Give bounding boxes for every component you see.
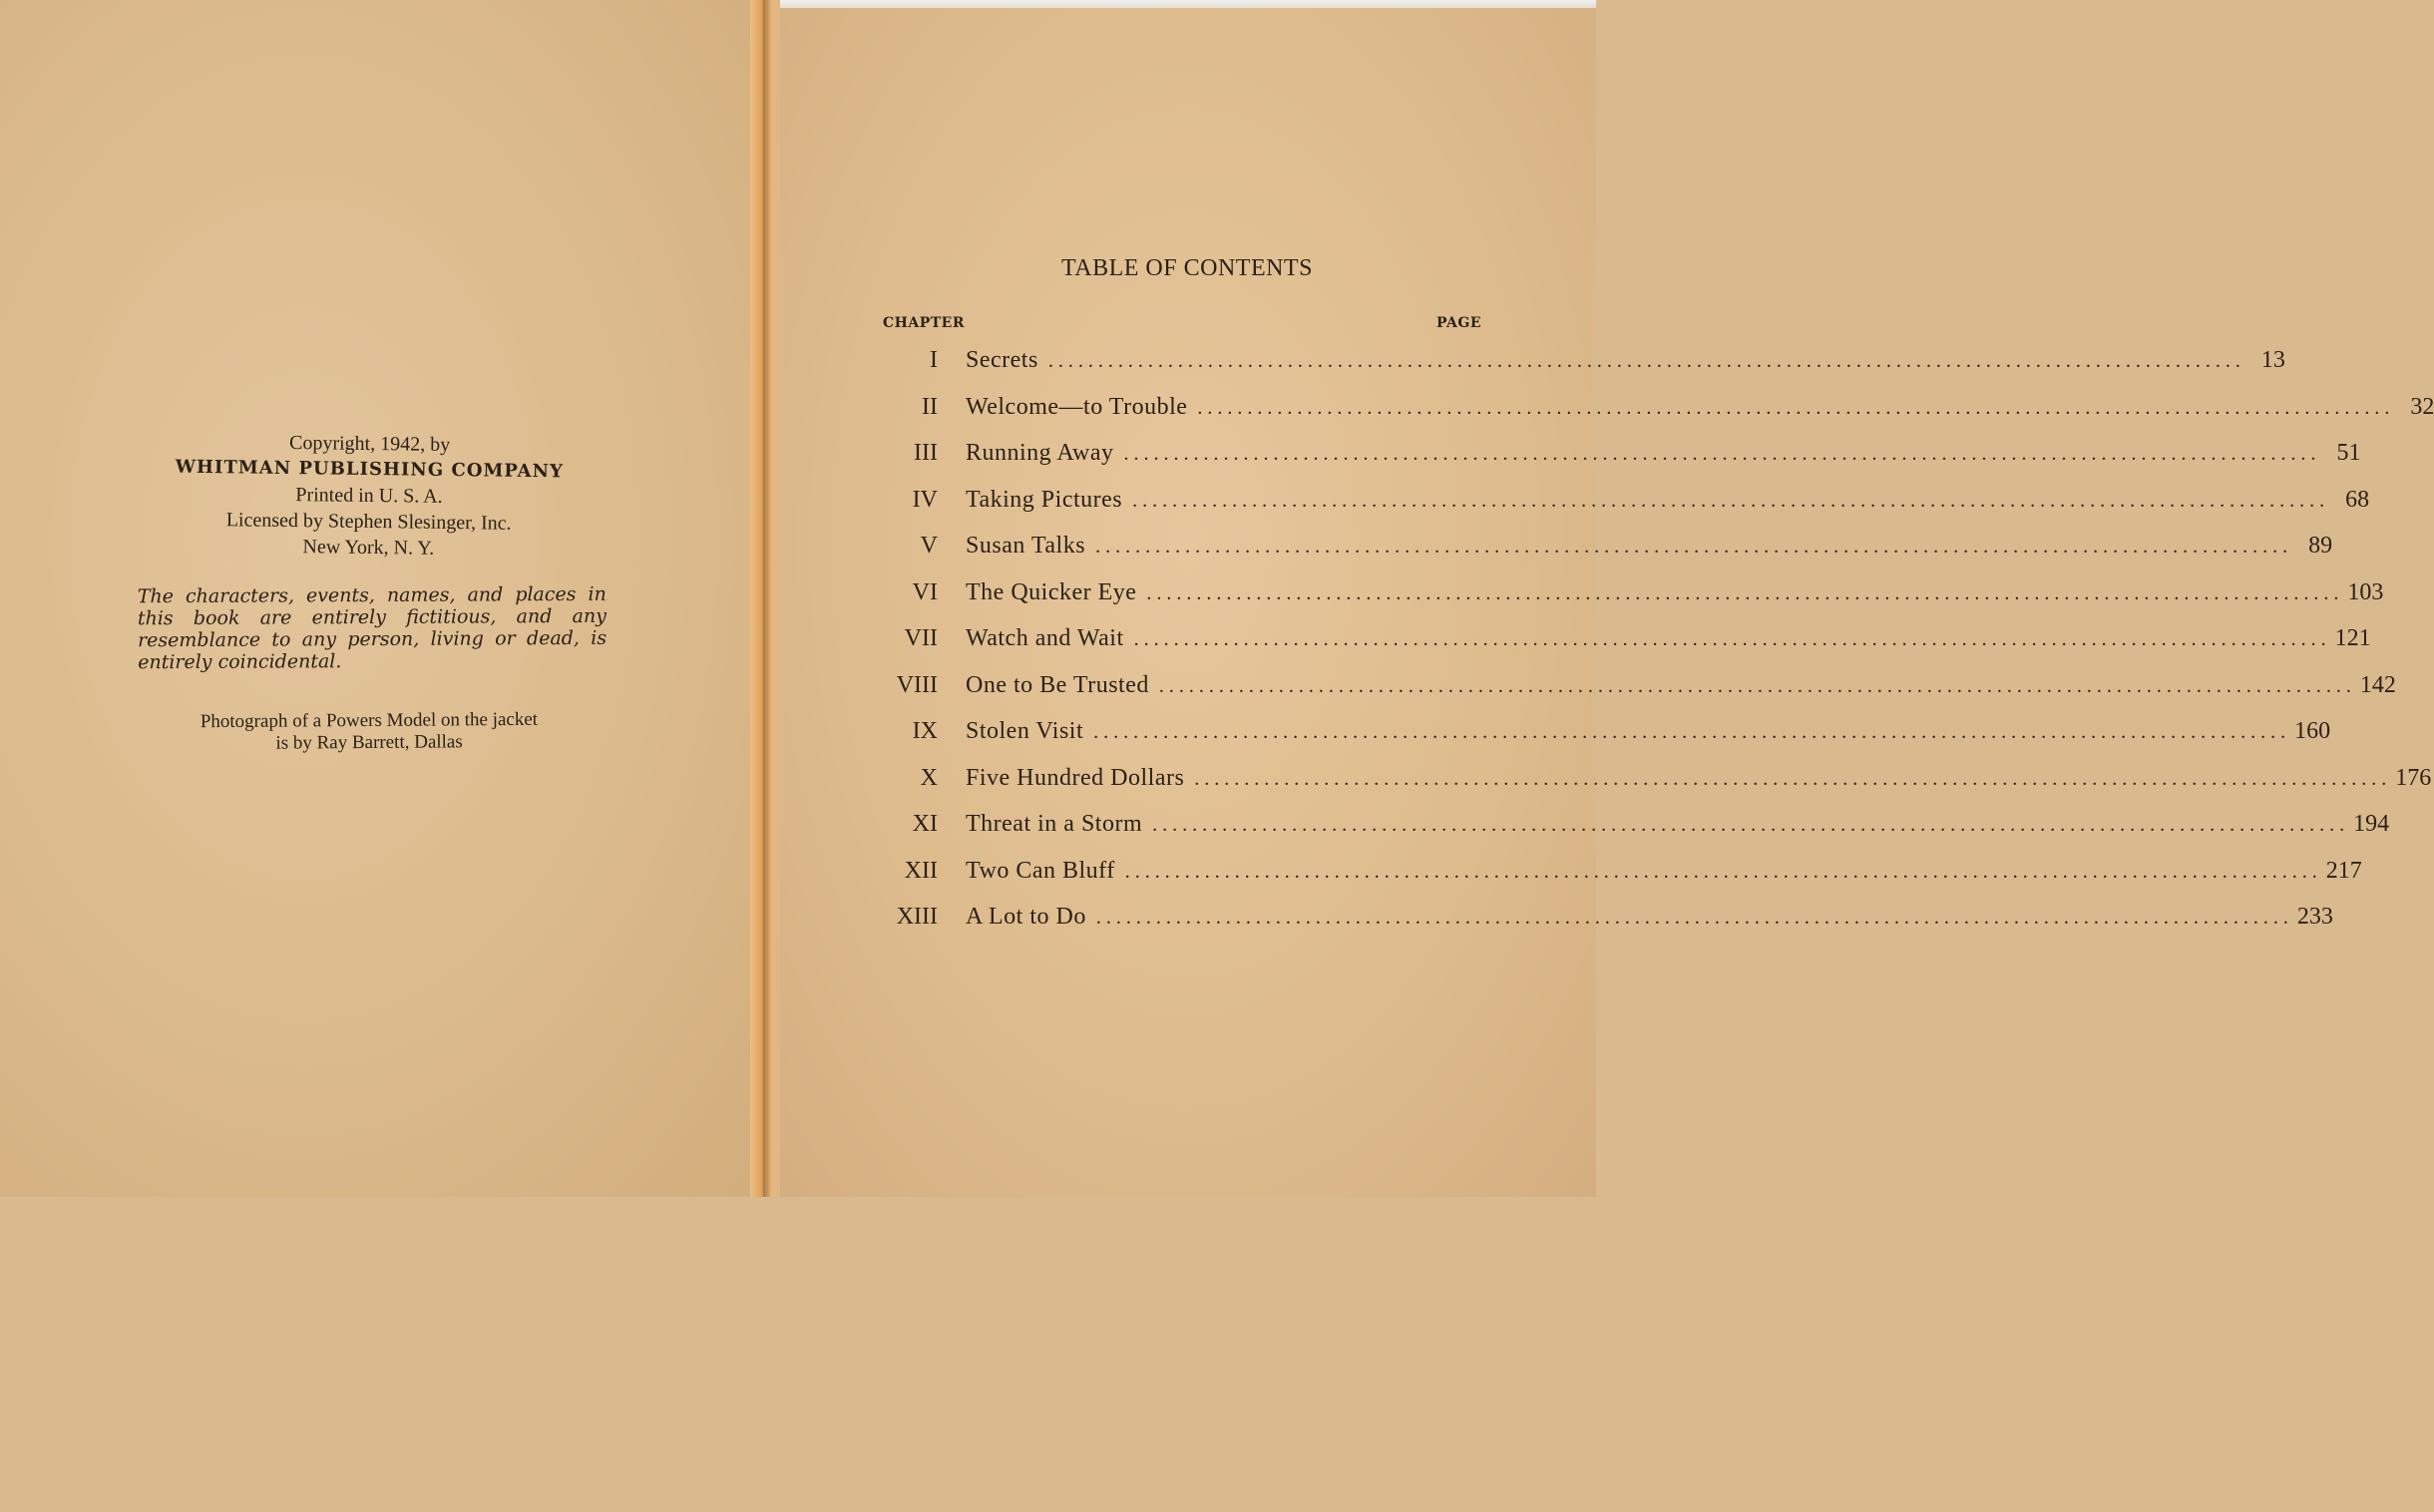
photo-credit-line: is by Ray Barrett, Dallas <box>275 731 463 754</box>
chapter-title: Welcome—to Trouble <box>966 393 1188 420</box>
fiction-disclaimer: The characters, events, names, and places in this book are entirely fictitious, and any resemblance to any person, living or dead, is entirely coincidental. <box>137 582 608 674</box>
chapter-number: III <box>914 440 938 466</box>
toc-entry <box>878 440 2361 472</box>
dot-leader: ........................................................................................................................ <box>1095 536 2293 558</box>
toc-entry <box>878 904 2333 936</box>
dot-leader: ........................................................................................................................ <box>1047 350 2245 372</box>
page-number: 13 <box>2260 347 2285 373</box>
chapter-title: Threat in a Storm <box>966 811 1143 837</box>
chapter-title: Stolen Visit <box>966 718 1084 744</box>
chapter-title: The Quicker Eye <box>966 578 1137 605</box>
chapter-number: XII <box>904 857 938 884</box>
page-number: 194 <box>2353 811 2390 837</box>
chapter-number: IX <box>912 718 938 744</box>
dot-leader: ........................................................................................................................ <box>1146 581 2344 604</box>
toc-entry <box>878 625 2371 657</box>
page-number: 217 <box>2325 857 2362 884</box>
printed-line: Printed in U. S. A. <box>295 484 443 508</box>
toc-entry <box>878 671 2396 704</box>
toc-entry <box>878 578 2384 611</box>
copyright-line: Copyright, 1942, by <box>288 432 451 456</box>
toc-entry <box>878 393 2434 426</box>
page-number: 233 <box>2296 904 2333 930</box>
page-number: 160 <box>2294 718 2331 744</box>
photo-credit-line: Photograph of a Powers Model on the jacket <box>200 708 539 733</box>
toc-entry <box>878 533 2333 565</box>
chapter-number: V <box>920 533 938 559</box>
gutter-line <box>763 0 765 1197</box>
toc-entry <box>878 857 2362 890</box>
chapter-title: Susan Talks <box>966 533 1086 559</box>
toc-entry <box>878 764 2432 797</box>
page-number: 89 <box>2308 533 2333 559</box>
chapter-number: XI <box>912 811 938 837</box>
chapter-title: Two Can Bluff <box>966 857 1115 884</box>
toc-entry <box>878 347 2285 379</box>
chapter-title: Running Away <box>966 440 1114 466</box>
dot-leader: ........................................................................................................................ <box>1133 628 2331 650</box>
chapter-number: II <box>922 393 938 420</box>
dot-leader: ........................................................................................................................ <box>1095 907 2293 929</box>
page-number: 103 <box>2347 578 2384 605</box>
page-number: 32 <box>2410 393 2434 420</box>
page-column-header: PAGE <box>1436 315 1481 331</box>
page-number: 51 <box>2336 440 2361 466</box>
photo-credit <box>130 708 608 755</box>
dot-leader: ........................................................................................................................ <box>1197 396 2395 419</box>
dot-leader: ........................................................................................................................ <box>1158 674 2356 697</box>
dot-leader: ........................................................................................................................ <box>1152 814 2350 836</box>
chapter-title: Five Hundred Dollars <box>966 764 1185 791</box>
dot-leader: ........................................................................................................................ <box>1093 721 2291 743</box>
page-number: 142 <box>2359 671 2396 698</box>
toc-title: TABLE OF CONTENTS <box>1061 255 1313 281</box>
book-gutter <box>750 0 780 1197</box>
license-line: Licensed by Stephen Slesinger, Inc. <box>225 509 512 535</box>
toc-entry <box>878 811 2390 843</box>
chapter-title: Secrets <box>966 347 1038 373</box>
chapter-column-header: CHAPTER <box>883 315 965 331</box>
page-number: 121 <box>2334 625 2371 651</box>
copyright-block <box>129 428 609 564</box>
chapter-number: VIII <box>896 671 938 698</box>
chapter-title: One to Be Trusted <box>966 671 1149 698</box>
toc-entry <box>878 718 2331 750</box>
chapter-title: Watch and Wait <box>966 625 1124 651</box>
toc-entry <box>878 486 2370 519</box>
page-number: 68 <box>2345 486 2370 513</box>
chapter-number: X <box>920 764 938 791</box>
chapter-number: VI <box>912 578 938 605</box>
dot-leader: ........................................................................................................................ <box>1124 860 2322 883</box>
city-line: New York, N. Y. <box>302 536 435 560</box>
dot-leader: ........................................................................................................................ <box>1194 767 2392 790</box>
chapter-title: Taking Pictures <box>966 486 1123 513</box>
chapter-number: VII <box>904 625 938 651</box>
dot-leader: ........................................................................................................................ <box>1132 489 2330 512</box>
chapter-number: I <box>930 347 938 373</box>
chapter-number: XIII <box>896 904 938 930</box>
page-number: 176 <box>2395 764 2432 791</box>
chapter-title: A Lot to Do <box>966 904 1086 930</box>
dot-leader: ........................................................................................................................ <box>1123 443 2321 465</box>
publisher-name: WHITMAN PUBLISHING COMPANY <box>175 456 564 483</box>
chapter-number: IV <box>912 486 938 513</box>
